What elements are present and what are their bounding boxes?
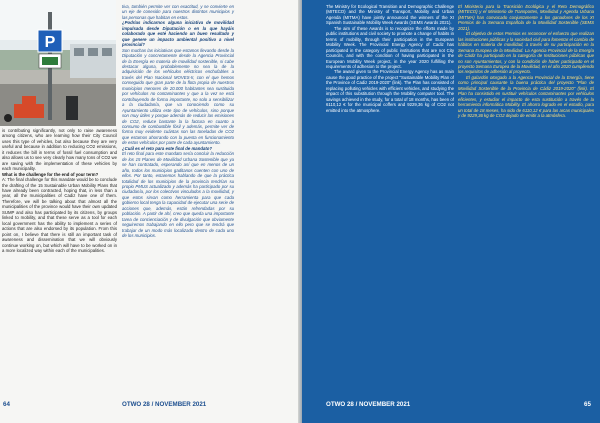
english-column-left <box>2 128 117 253</box>
paragraph-en-2: The aim of these Awards is to recognize the efforts made by public institutions and civil society to promote a change of habits in terms of mobility, through their participation in the European Mobility Week. The Provincial Energy Agency of Cadiz has participated in the category of public institutions that are not City Councils, and with the condition of having participated in the European Mobility Week project, in the year 2020 fulfilling the requirements of adhesion to the project. <box>326 25 454 69</box>
paragraph-es-1: tiva, también permite ver con exactitud, y se convierte en un eje de conexión para nuestros distintos municipios y las personas que habitan en estos. <box>122 4 234 20</box>
paragraph-intro: is contributing significantly, not only to raise awareness among citizens, who are learning how their City Council uses this type of vehicles, but also because they are very useful and because in addition to reducing CO2 emissions, it reduces the bill in terms of fossil fuel consumption and also allows us to see very clearly how many tons of CO2 we are saving with the implementation of these vehicles by each municipality. <box>2 128 117 172</box>
paragraph-en-3: The award given to the Provincial Energy Agency has as main cause the good practice of the project "Sustainable Mobility Plan of the Province of Cadiz 2019-2020" (link). The Plan has consisted of replacing polluting vehicles with efficient vehicles, and studying the impact of this substitution through the Mobility computer tool. The savings achieved in the study, for a total of 18 months, has been of 6110,12 € for the municipal coffers and 9229,36 kg of CO2 not emitted into the atmosphere. <box>326 69 454 113</box>
paragraph-en-1: The Ministry for Ecological Transition and Demographic Challenge (MITECO) and the Ministry of Transport, Mobility and Urban Agenda (MITMA) have jointly announced the winners of the XI Spanish Sustainable Mobility Week Awards (SEMS Awards 2021). <box>326 4 454 26</box>
parking-sign-photo <box>0 0 116 126</box>
english-column-right <box>326 4 454 113</box>
right-page <box>302 0 600 423</box>
spanish-column-right <box>458 4 594 119</box>
paragraph-es-r3: El galardón otorgado a la Agencia Provincial de la Energía, tiene como principal causante la buena práctica del proyecto "Plan de Movilidad Sostenible de la Provincia de Cádiz 2019-2020" (link). El Plan ha consistido en sustituir vehículos contaminantes por vehículos eficientes, y estudiar el impacto de esta sustitución a través de la herramienta informática Mobility. El ahorro logrado en el estudio, para un total de 18 meses, ha sido de 6110,12 € para las arcas municipales y de 9229,36 kg de CO2 dejado de emitir a la atmósfera. <box>458 74 594 119</box>
svg-text:P: P <box>44 34 56 51</box>
question-es-1: ¿Podrías indicarnos alguna iniciativa de movilidad impulsada desde Diputación o en la que hayáis colaborado que esté haciendo un buen resultado y que genere un impacto ambiental positivo a nivel provincial? <box>122 20 234 48</box>
question-heading: What is the challenge for the end of your term? <box>2 171 99 177</box>
magazine-issue-right: OTWO 28 / NOVEMBER 2021 <box>326 401 411 408</box>
paragraph-es-3: El reto final para este mandato sería concluir la redacción de los 15 Planes de Movilidad Urbana Sostenible que ya se han contratado, esperando así que en menos de un año, todos los municipios gaditanos cuenten con uno de ellos. Por tanto, estaremos hablando de que la práctica totalidad de los municipios de la provincia tendrían su propio PMUS actualizado y además ha participado por su ciudadanía, por los colectivos vinculados a la movilidad, y que estos sirvan como herramienta para que cada gobierno local tenga la capacidad de ejecutar una serie de acciones que, además, están refrendadas por su población. A partir de ahí, creo que queda una importante tarea de concienciación y de divulgación que obviamente seguiremos trabajando en ello pero que se tendrá que trabajar de un modo más localizado dentro de cada uno de los municipios. <box>122 151 234 239</box>
question-es-2: ¿Cuál es el reto para este final de mandato? <box>122 145 213 151</box>
left-page <box>0 0 298 423</box>
page-number-right: 65 <box>584 401 591 408</box>
page-number-left: 64 <box>3 401 10 408</box>
paragraph-es-r2: El objetivo de estos Premios es reconocer el esfuerzo que realizan las instituciones públicas y la sociedad civil para fomentar el cambio de hábitos en materia de movilidad, a través de su participación en la Semana Europea de la Movilidad. La Agencia Provincial de la Energía de Cádiz ha participado en la categoría de Instituciones públicas que no son Ayuntamientos, y con la condición de haber participado en el proyecto Semana Europea de la Movilidad, en el año 2020 cumpliendo los requisitos de adhesión al proyecto. <box>458 31 594 75</box>
paragraph-es-r1: El Ministerio para la Transición Ecológica y el Reto Demográfico (MITECO) y el Ministerio de Transportes, Movilidad y Agenda Urbana (MITMA) han convocado conjuntamente a los ganadores de los XI Premios de la Semana Española de la Movilidad Sostenible (SEMS 2021). <box>458 4 594 31</box>
magazine-issue-left: OTWO 28 / NOVEMBER 2021 <box>122 401 207 408</box>
spanish-column-left <box>122 4 234 238</box>
paragraph-es-2: Son muchas las iniciativas que estamos llevando desde la Diputación y concretamente desde la Agencia Provincial de la Energía en materia de movilidad sostenible, si cabe destacar alguna, probablemente no sea la de la adquisición de los vehículos eléctricos enchufables a través del Plan Nacional MOVES-II, con el que hemos conseguido que gran parte de la flota propia de nuestros municipios menores de 20.000 habitantes sea sustituida por vehículos no contaminantes y que a la vez se está contribuyendo de forma importante, no solo a sensibilizar a la ciudadanía, que va conociendo como su Ayuntamiento utiliza este tipo de vehículos, sino porque son muy útiles y porque además de reducir las emisiones de CO2, reduce bastante la la factura en cuanto a consumo de combustible fósil y además, permite ver de forma muy evidente cuántas son las toneladas de CO2 que estamos ahorrando con la puesta en funcionamiento de estos vehículos por parte de cada ayuntamiento. <box>122 47 234 146</box>
paragraph-answer: A: The final challenge for this mandate would be to conclude the drafting of the 15 Sustainable Urban Mobility Plans that have already been contracted, hoping that, in less than a year, all the municipalities of Cadiz have one of them. Therefore, we will be talking about that almost all the municipalities of the province would have their own updated SUMP and also has participated by its citizens, by groups linked to mobility, and that these serve as a tool for each local government has the ability to implement a series of actions that are also endorsed by its population. From this point on, I believe that there is still an important task of awareness and dissemination that we will obviously continue working on, but which will have to be worked on in a more localized way within each of the municipalities. <box>2 177 117 253</box>
